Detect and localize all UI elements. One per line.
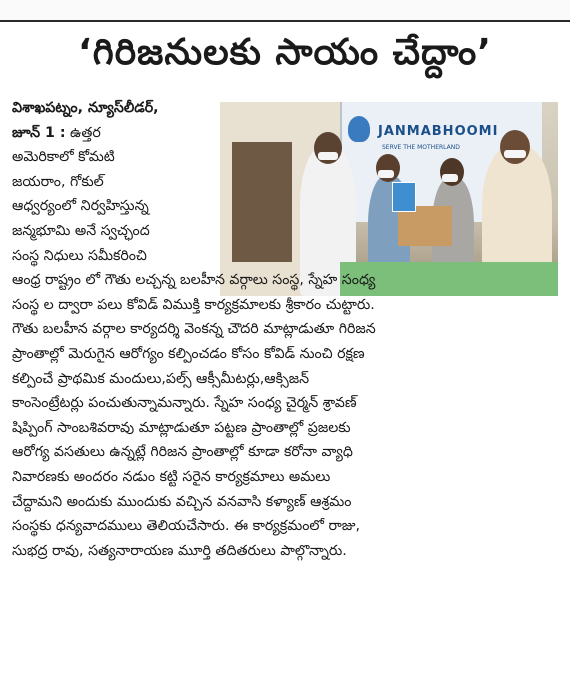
text-line-rest: అమెరికాలో కోమటి [12, 149, 115, 166]
text-line: ఆరోగ్య వసతులు ఉన్నట్లే గిరిజన ప్రాంతాల్లో కూడా కరోనా వ్యాధి [12, 444, 353, 461]
headline: ‘గిరిజనులకు సాయం చేద్దాం’ [78, 32, 492, 73]
text-line: సుభద్ర రావు, సత్యనారాయణ మూర్తి తదితరులు పాల్గొన్నారు. [12, 542, 347, 559]
banner-brand: JANMABHOOMI [378, 124, 499, 139]
text-line-rest: జయరాం, గోకుల్ [12, 173, 104, 190]
text-line: నివారణకు అందరం నడుం కట్టి సరైన కార్యక్రమాలు అమలు [12, 468, 331, 485]
text-line-rest: సంస్థ నిధులు సమీకరించి [12, 247, 147, 264]
text-line: కాంసెంట్రేటర్లు పంచుతున్నామన్నారు. స్నేహ సంధ్య చైర్మన్ శ్రావణ్ [12, 395, 357, 412]
text-line: కల్పించే ప్రాథమిక మందులు,పల్స్ ఆక్సీమీటర్లు,ఆక్సిజన్ [12, 370, 310, 387]
text-line: సంస్థకు ధన్యవాదములు తెలియచేసారు. ఈ కార్యక్రమంలో రాజు, [12, 518, 361, 535]
text-line: షిప్పింగ్ సాంబశివరావు మాట్లాడుతూ పట్టణ ప్రాంతాల్లో ప్రజలకు [12, 419, 351, 436]
dateline-date: జూన్ 1 : [12, 124, 66, 141]
banner-subtitle: SERVE THE MOTHERLAND [382, 144, 460, 151]
text-line: గౌతు బలహీన వర్గాల కార్యదర్శి వెంకన్న చౌదరి మాట్లాడుతూ గిరిజన [12, 321, 376, 338]
page-top-rule [0, 0, 570, 22]
text-line [12, 219, 212, 244]
article-text [12, 96, 560, 563]
text-line [12, 194, 212, 219]
text-line [12, 244, 212, 269]
text-line: చేద్దామని అందుకు ముందుకు వచ్చిన వనవాసి కళ్యాణ్ ఆశ్రమం [12, 493, 352, 510]
text-line-rest: ఆధ్వర్యంలో నిర్వహిస్తున్న [12, 198, 149, 215]
text-line-rest: ఉత్తర [65, 124, 101, 141]
dateline: విశాఖపట్నం, న్యూస్‌లీడర్, [12, 100, 159, 116]
text-line [12, 145, 212, 170]
text-line: ఆంధ్ర రాష్ట్రం లో గౌతు లచ్చన్న బలహీన వర్గాలు సంస్థ, స్నేహ సంధ్య [12, 272, 376, 289]
text-line [12, 170, 212, 195]
text-line: ప్రాంతాల్లో మెరుగైన ఆరోగ్యం కల్పించడం కోసం కోవిడ్ నుంచి రక్షణ [12, 345, 365, 362]
text-line: సంస్థ ల ద్వారా పలు కోవిడ్ విముక్తి కార్యక్రమాలకు శ్రీకారం చుట్టారు. [12, 296, 375, 313]
text-line [12, 96, 212, 121]
article-body [12, 96, 560, 676]
text-line [12, 121, 212, 146]
text-line-rest: జన్మభూమి అనే స్వచ్ఛంద [12, 222, 150, 239]
